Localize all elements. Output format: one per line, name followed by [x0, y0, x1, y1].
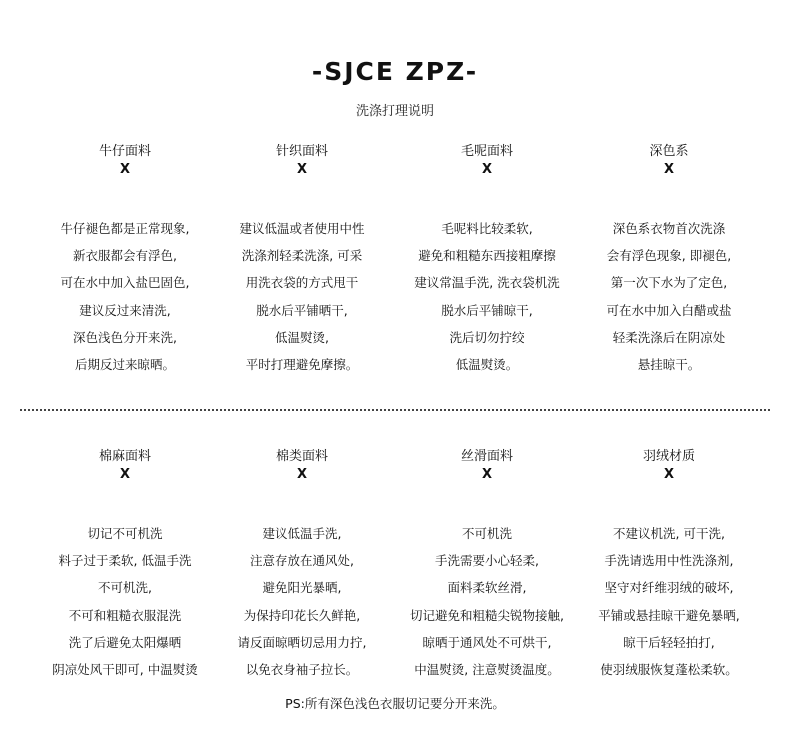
instruction-line: 毛呢料比较柔软, — [441, 221, 533, 236]
card-title: 毛呢面料 — [460, 144, 513, 159]
instruction-line: 低温熨烫, — [275, 329, 329, 345]
instruction-line: 切记不可机洗 — [87, 526, 163, 541]
card-instructions — [30, 215, 220, 378]
instruction-line: 平时打理避免摩擦。 — [245, 356, 359, 372]
instruction-line: 可在水中加入白醋或盐 — [606, 302, 732, 318]
instruction-line: 晾晒于通风处不可烘干, — [422, 634, 552, 650]
card-mark: X — [663, 467, 675, 482]
instruction-line: 建议低温手洗, — [262, 526, 342, 541]
care-card-down — [574, 448, 764, 683]
instruction-line: 洗涤剂轻柔洗涤, 可采 — [241, 248, 363, 264]
card-mark: X — [296, 467, 308, 482]
card-instructions — [207, 215, 397, 378]
card-mark: X — [119, 162, 131, 177]
instruction-line: 中温熨烫, 注意熨烫温度。 — [414, 661, 560, 677]
instruction-line: 用洗衣袋的方式甩干 — [245, 275, 359, 291]
card-mark: X — [119, 467, 131, 482]
instruction-line: 建议低温或者使用中性 — [239, 221, 365, 236]
instruction-line: 为保持印花长久鲜艳, — [243, 607, 361, 623]
card-title: 羽绒材质 — [642, 449, 695, 464]
care-row-bottom — [20, 448, 770, 677]
care-card-dark-colors — [574, 143, 764, 378]
instruction-line: 低温熨烫。 — [455, 356, 519, 372]
card-title: 棉类面料 — [275, 449, 328, 464]
card-title: 丝滑面料 — [460, 449, 513, 464]
instruction-line: 面料柔软丝滑, — [447, 580, 527, 596]
instruction-line: 不可机洗, — [98, 580, 152, 596]
instruction-line: 晾干后轻轻拍打, — [623, 634, 715, 650]
instruction-line: 料子过于柔软, 低温手洗 — [58, 553, 192, 569]
instruction-line: 建议常温手洗, 洗衣袋机洗 — [414, 275, 560, 291]
instruction-line: 脱水后平铺晒干, — [256, 302, 348, 318]
instruction-line: 洗了后避免太阳爆晒 — [68, 634, 182, 650]
care-card-silk — [392, 448, 582, 683]
card-title: 深色系 — [649, 144, 689, 159]
instruction-line: 悬挂晾干。 — [637, 356, 701, 372]
card-title: 牛仔面料 — [98, 144, 151, 159]
care-card-knit — [207, 143, 397, 378]
instruction-line: 不可机洗 — [461, 526, 512, 541]
instruction-line: 可在水中加入盐巴固色, — [60, 275, 190, 291]
card-mark: X — [481, 162, 493, 177]
card-mark: X — [296, 162, 308, 177]
instruction-line: 坚守对纤维羽绒的破坏, — [604, 580, 734, 596]
instruction-line: 以免衣身袖子拉长。 — [245, 661, 359, 677]
instruction-line: 脱水后平铺晾干, — [441, 302, 533, 318]
instruction-line: 建议反过来清洗, — [79, 302, 171, 318]
instruction-line: 避免阳光暴晒, — [262, 580, 342, 596]
instruction-line: 轻柔洗涤后在阴凉处 — [612, 329, 726, 345]
instruction-line: 阴凉处风干即可, 中温熨烫 — [52, 661, 198, 677]
card-mark: X — [481, 467, 493, 482]
footnote: PS:所有深色浅色衣服切记要分开来洗。 — [285, 696, 505, 711]
instruction-line: 请反面晾晒切忌用力拧, — [237, 634, 367, 650]
instruction-line: 牛仔褪色都是正常现象, — [60, 221, 190, 236]
instruction-line: 洗后切勿拧绞 — [449, 329, 525, 345]
card-title: 针织面料 — [275, 144, 328, 159]
card-instructions — [392, 520, 582, 683]
instruction-line: 不建议机洗, 可干洗, — [613, 526, 725, 541]
care-card-cotton — [207, 448, 397, 683]
card-instructions — [574, 215, 764, 378]
instruction-line: 使羽绒服恢复蓬松柔软。 — [600, 661, 738, 677]
instruction-line: 不可和粗糙衣服混洗 — [68, 607, 182, 623]
instruction-line: 手洗需要小心轻柔, — [435, 553, 539, 569]
card-instructions — [392, 215, 582, 378]
card-instructions — [207, 520, 397, 683]
card-instructions — [30, 520, 220, 683]
care-card-denim — [30, 143, 220, 378]
instruction-line: 后期反过来晾晒。 — [74, 356, 175, 372]
card-mark: X — [663, 162, 675, 177]
dotted-divider — [20, 409, 770, 411]
instruction-line: 会有浮色现象, 即褪色, — [606, 248, 732, 264]
card-instructions — [574, 520, 764, 683]
instruction-line: 手洗请选用中性洗涤剂, — [604, 553, 734, 569]
care-card-wool — [392, 143, 582, 378]
brand-title: -SJCE ZPZ- — [311, 57, 479, 86]
instruction-line: 新衣服都会有浮色, — [73, 248, 177, 264]
instruction-line: 深色浅色分开来洗, — [73, 329, 177, 345]
instruction-line: 避免和粗糙东西接粗摩擦 — [418, 248, 556, 264]
card-title: 棉麻面料 — [98, 449, 151, 464]
instruction-line: 深色系衣物首次洗涤 — [612, 221, 726, 236]
instruction-line: 注意存放在通风处, — [250, 553, 354, 569]
care-row-top — [20, 143, 770, 372]
page-subtitle: 洗涤打理说明 — [355, 104, 434, 119]
care-card-cotton-linen — [30, 448, 220, 683]
instruction-line: 平铺或悬挂晾干避免暴晒, — [598, 607, 740, 623]
instruction-line: 切记避免和粗糙尖锐物接触, — [410, 607, 564, 623]
instruction-line: 第一次下水为了定色, — [610, 275, 728, 291]
